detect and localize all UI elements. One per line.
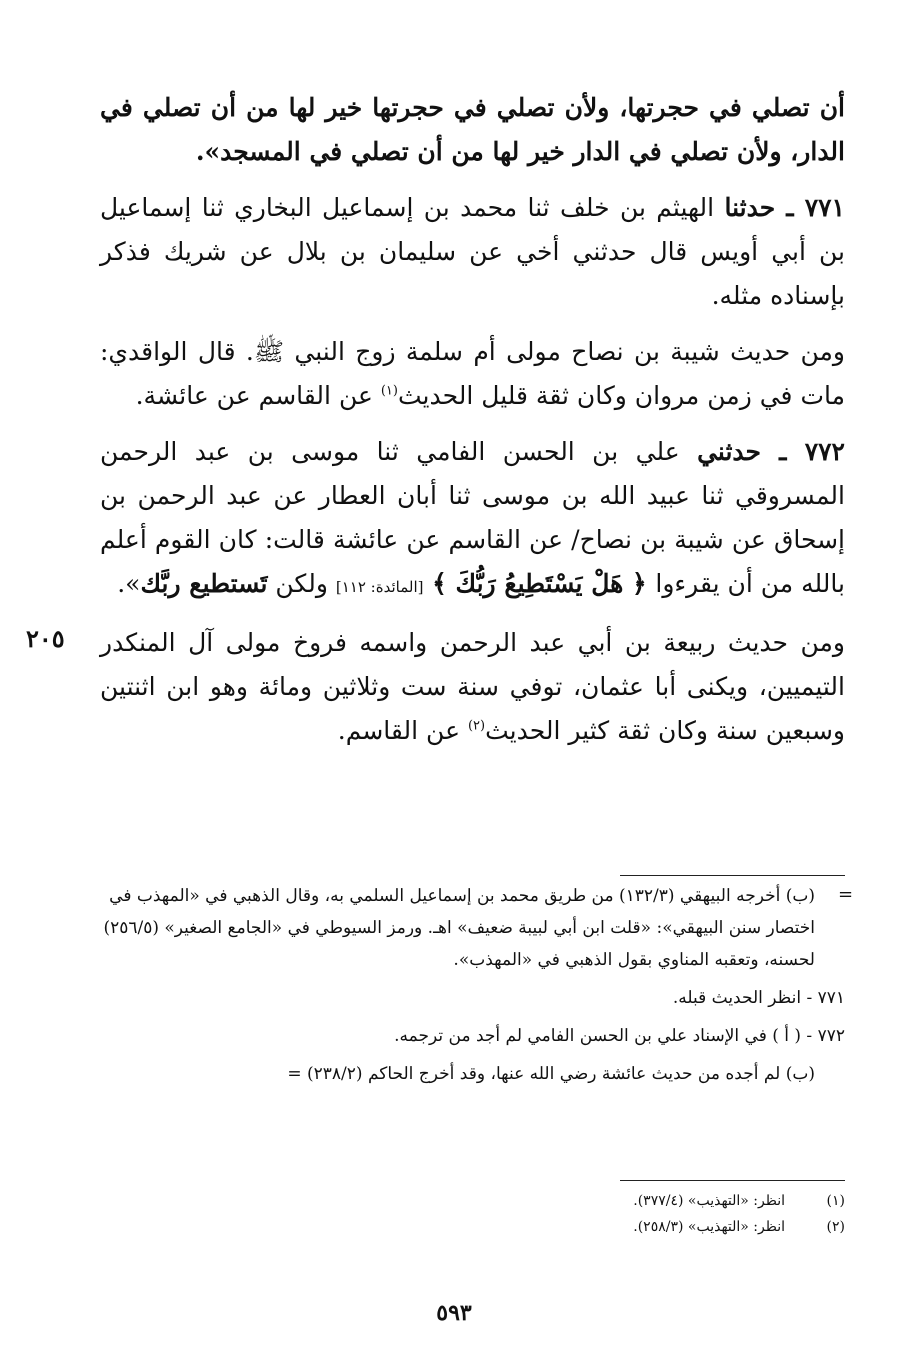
notes-divider (620, 875, 845, 876)
footnote-2: (٢) انظر: «التهذيب» (٢٥٨/٣). (633, 1219, 845, 1235)
footnote-ref-1[interactable]: (١) (380, 383, 398, 399)
note-771: ٧٧١ - انظر الحديث قبله. (672, 988, 845, 1008)
note-772-b: (ب) لم أجده من حديث عائشة رضي الله عنها، وقد أخرج الحاكم (٢٣٨/٢) = (287, 1064, 815, 1084)
paragraph-rabia-bio: ومن حديث ربيعة بن أبي عبد الرحمن واسمه فروخ مولى آل المنكدر التيميين، ويكنى أبا عثمان، توفي سنة ست وثلاثين ومائة وهو ابن اثنتين وسبعين سنة وكان ثقة كثير الحديث$^{(٢)}$ عن القاسم. (100, 628, 845, 745)
note-772-a: ٧٧٢ - ( أ ) في الإسناد علي بن الحسن الفامي لم أجد من ترجمه. (394, 1026, 845, 1046)
main-text (100, 86, 845, 765)
paragraph-hadith-771: ٧٧١ ـ حدثنا الهيثم بن خلف ثنا محمد بن إسماعيل البخاري ثنا إسماعيل بن أبي أويس قال حدثني أخي عن سليمان بن بلال عن شريك فذكر بإسناده مثله. (100, 193, 845, 310)
note-b-bayhaqi: (ب) أخرجه البيهقي (١٣٢/٣) من طريق محمد بن إسماعيل السلمي به، وقال الذهبي في «المهذب في اختصار سنن البيهقي»: «قلت ابن أبي لبيبة ضعيف» اهـ. ورمز السيوطي في «الجامع الصغير» (٢٥٦/٥) لحسنه، وتعقبه المناوي بقول الذهبي في «المهذب». (103, 886, 815, 970)
footnotes (100, 1188, 845, 1240)
paragraph-shaiba-bio: ومن حديث شيبة بن نصاح مولى أم سلمة زوج النبي ﷺ. قال الواقدي: مات في زمن مروان وكان ثقة قليل الحديث$^{(١)}$ عن القاسم عن عائشة. (100, 337, 845, 410)
quran-reference: [المائدة: ١١٢] (335, 578, 424, 596)
hadith-number-772: ٧٧٢ ـ حدثني (697, 437, 845, 466)
hadith-number-771: ٧٧١ ـ حدثنا (724, 193, 845, 222)
commentary-notes (100, 880, 845, 1096)
continuation-mark: = (838, 884, 854, 905)
paragraph-hadith-772: ٧٧٢ ـ حدثني علي بن الحسن الفامي ثنا موسى بن عبد الرحمن المسروقي ثنا عبيد الله بن موسى ثنا أبان العطار عن عبد الرحمن بن إسحاق عن شيبة بن نصاح/ عن القاسم عن عائشة قالت: كان القوم أعلم بالله من أن يقرءوا ﴿ هَلْ يَسْتَطِيعُ رَبُّكَ ﴾ [المائدة: ١١٢] ولكن تَستطيع ربَّك». (100, 437, 845, 598)
footnote-1: (١) انظر: «التهذيب» (٣٧٧/٤). (633, 1193, 845, 1209)
margin-page-number: ٢٠٥ (26, 624, 65, 653)
footnote-ref-2[interactable]: (٢) (467, 718, 486, 734)
quran-quote: ﴿ هَلْ يَسْتَطِيعُ رَبُّكَ ﴾ (423, 569, 656, 598)
paragraph-hadith-end: أن تصلي في حجرتها، ولأن تصلي في حجرتها خير لها من أن تصلي في الدار، ولأن تصلي في الدار خير لها من أن تصلي في المسجد». (100, 93, 845, 166)
footnotes-divider (620, 1180, 845, 1181)
page-number: ٥٩٣ (436, 1300, 472, 1326)
